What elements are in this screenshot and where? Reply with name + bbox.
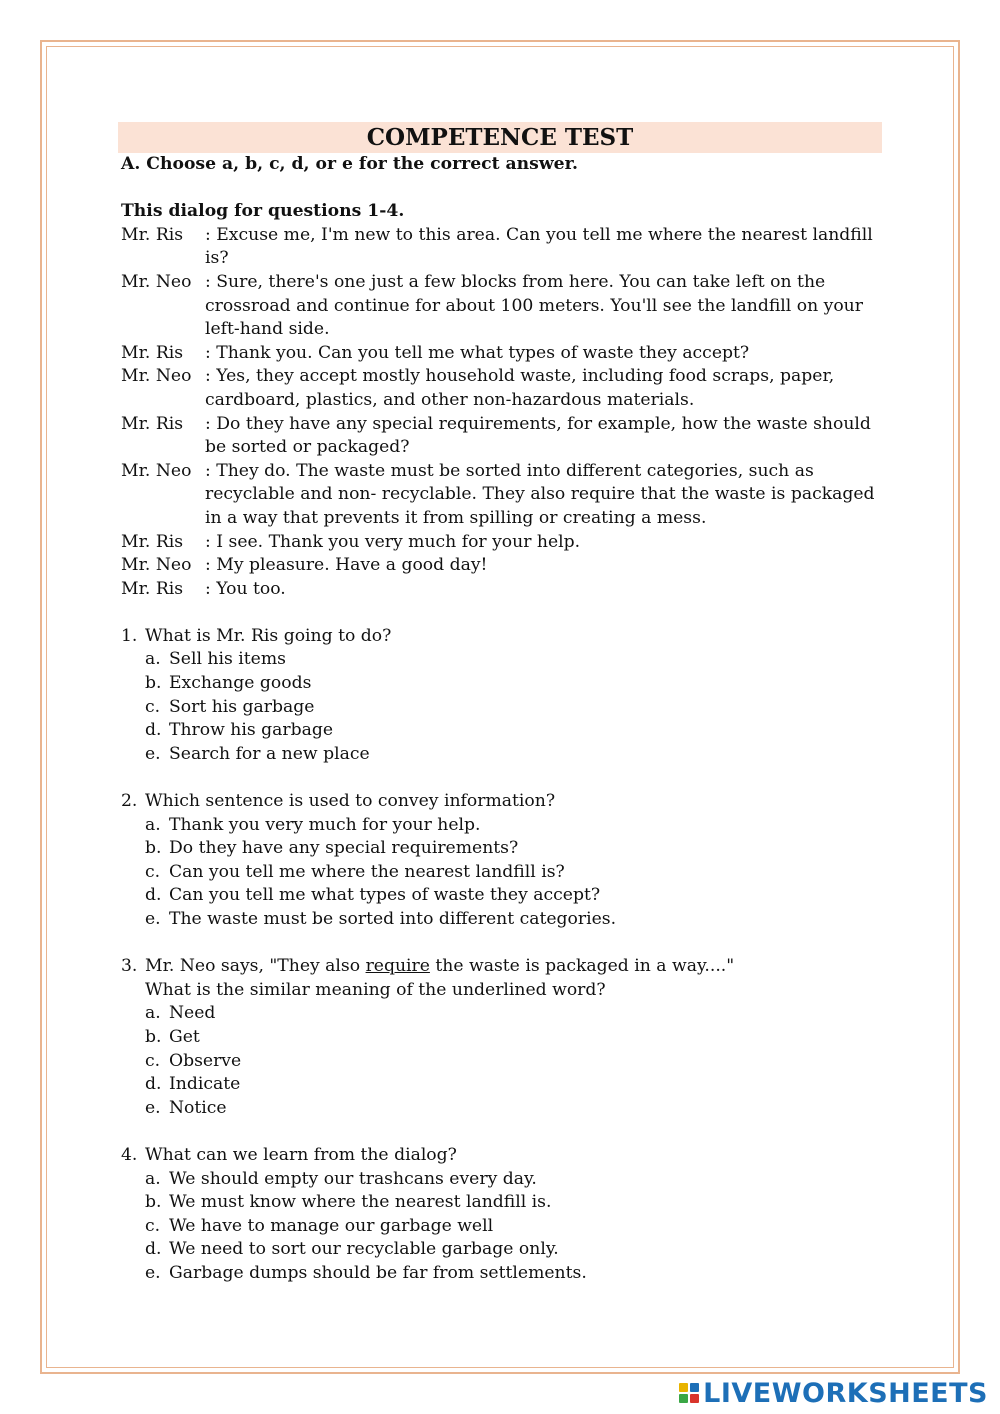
liveworksheets-logo[interactable] [679, 1378, 988, 1408]
answer-option[interactable] [121, 814, 881, 838]
utterance: : My pleasure. Have a good day! [205, 555, 488, 576]
answer-option[interactable] [121, 861, 881, 885]
option-text: Notice [169, 1097, 227, 1118]
underlined-word: require [365, 956, 430, 977]
speaker: Mr. Ris [121, 413, 184, 434]
option-letter: b. [145, 1192, 162, 1213]
dialog-line [121, 342, 881, 366]
question-3 [121, 955, 881, 1120]
question-subtext: What is the similar meaning of the underlined word? [145, 979, 606, 1000]
utterance: : You too. [205, 578, 286, 599]
option-letter: d. [145, 1239, 162, 1260]
option-text: Throw his garbage [169, 720, 334, 741]
option-letter: c. [145, 1215, 161, 1236]
dialog-line [121, 224, 881, 271]
option-text: Do they have any special requirements? [169, 838, 519, 859]
dialog-line [121, 271, 881, 342]
option-letter: a. [145, 649, 161, 670]
option-text: The waste must be sorted into different categories. [169, 909, 617, 929]
utterance: : Thank you. Can you tell me what types of waste they accept? [205, 342, 750, 363]
logo-grid-icon [679, 1383, 699, 1403]
dialog-line [121, 460, 881, 531]
dialog-line [121, 413, 881, 460]
answer-option[interactable] [121, 1168, 881, 1192]
speaker: Mr. Ris [121, 531, 184, 552]
option-letter: e. [145, 1097, 161, 1118]
question-text: What is Mr. Ris going to do? [145, 625, 392, 646]
utterance: : They do. The waste must be sorted into different categories, such as recyclable and non- recyclable. They also require that the waste is packaged in a way that prevents it from spilling or creating a mess. [205, 460, 875, 528]
answer-option[interactable] [121, 1097, 881, 1121]
answer-option[interactable] [121, 1238, 881, 1262]
option-text: Can you tell me where the nearest landfill is? [169, 861, 565, 882]
speaker: Mr. Neo [121, 460, 192, 481]
answer-option[interactable] [121, 1002, 881, 1026]
option-text: Exchange goods [169, 673, 312, 694]
option-letter: a. [145, 1168, 161, 1189]
option-text: Observe [169, 1050, 242, 1071]
question-2 [121, 790, 881, 932]
answer-option[interactable] [121, 1191, 881, 1215]
instruction: A. Choose a, b, c, d, or e for the correct answer. [121, 154, 579, 174]
speaker: Mr. Neo [121, 366, 192, 387]
utterance: : Yes, they accept mostly household waste, including food scraps, paper, cardboard, plastics, and other non-hazardous materials. [205, 366, 835, 410]
option-letter: b. [145, 838, 162, 859]
option-letter: b. [145, 1026, 162, 1047]
answer-option[interactable] [121, 719, 881, 743]
option-letter: e. [145, 1262, 161, 1283]
answer-option[interactable] [121, 884, 881, 908]
question-text [145, 955, 881, 979]
answer-option[interactable] [121, 908, 881, 932]
option-letter: d. [145, 1074, 162, 1095]
option-text: We have to manage our garbage well [169, 1215, 494, 1236]
option-text: Sell his items [169, 649, 286, 670]
option-letter: a. [145, 814, 161, 835]
option-letter: e. [145, 743, 161, 764]
answer-option[interactable] [121, 1050, 881, 1074]
option-letter: d. [145, 720, 162, 741]
question-text-part: Mr. Neo says, "They also [145, 956, 366, 977]
answer-option[interactable] [121, 837, 881, 861]
option-text: We must know where the nearest landfill is. [169, 1192, 552, 1213]
utterance: : Excuse me, I'm new to this area. Can you tell me where the nearest landfill is? [205, 224, 873, 269]
answer-option[interactable] [121, 1026, 881, 1050]
option-text: We need to sort our recyclable garbage only. [169, 1239, 559, 1260]
speaker: Mr. Ris [121, 342, 184, 363]
utterance: : Sure, there's one just a few blocks from here. You can take left on the crossroad and continue for about 100 meters. You'll see the landfill on your left-hand side. [205, 271, 863, 340]
option-text: Need [169, 1003, 216, 1024]
answer-option[interactable] [121, 1073, 881, 1097]
question-number: 1. [121, 625, 138, 646]
brand-name: LIVEWORKSHEETS [703, 1377, 988, 1409]
answer-option[interactable] [121, 743, 881, 767]
option-text: Indicate [169, 1074, 241, 1095]
option-text: Garbage dumps should be far from settlements. [169, 1262, 587, 1283]
speaker: Mr. Neo [121, 555, 192, 576]
option-text: Sort his garbage [169, 696, 315, 717]
speaker: Mr. Ris [121, 578, 184, 599]
dialog-heading: This dialog for questions 1-4. [121, 201, 405, 222]
utterance: : I see. Thank you very much for your help. [205, 531, 581, 552]
dialog-line [121, 578, 881, 602]
option-letter: c. [145, 861, 161, 882]
question-text: Which sentence is used to convey information? [145, 791, 556, 812]
option-letter: c. [145, 696, 161, 717]
question-number: 2. [121, 791, 138, 812]
option-letter: d. [145, 885, 162, 906]
dialog-line [121, 365, 881, 412]
answer-option[interactable] [121, 1262, 881, 1286]
question-number: 3. [121, 956, 138, 977]
answer-option[interactable] [121, 696, 881, 720]
option-letter: e. [145, 909, 161, 929]
page-title: COMPETENCE TEST [118, 122, 882, 153]
dialog [121, 224, 881, 602]
question-text: What can we learn from the dialog? [145, 1144, 457, 1165]
option-text: Can you tell me what types of waste they accept? [169, 885, 601, 906]
question-number: 4. [121, 1144, 138, 1165]
option-letter: c. [145, 1050, 161, 1071]
option-text: We should empty our trashcans every day. [169, 1168, 537, 1189]
answer-option[interactable] [121, 1215, 881, 1239]
answer-option[interactable] [121, 672, 881, 696]
speaker: Mr. Neo [121, 271, 192, 292]
worksheet-content [121, 122, 881, 1286]
dialog-line [121, 554, 881, 578]
question-4 [121, 1144, 881, 1286]
option-letter: b. [145, 673, 162, 694]
dialog-line [121, 531, 881, 555]
option-text: Search for a new place [169, 743, 370, 764]
option-letter: a. [145, 1003, 161, 1024]
utterance: : Do they have any special requirements, for example, how the waste should be sorted or packaged? [205, 413, 871, 458]
answer-option[interactable] [121, 648, 881, 672]
question-text-part: the waste is packaged in a way...." [429, 956, 735, 977]
speaker: Mr. Ris [121, 224, 184, 245]
option-text: Thank you very much for your help. [169, 814, 481, 835]
question-1 [121, 625, 881, 767]
option-text: Get [169, 1026, 200, 1047]
